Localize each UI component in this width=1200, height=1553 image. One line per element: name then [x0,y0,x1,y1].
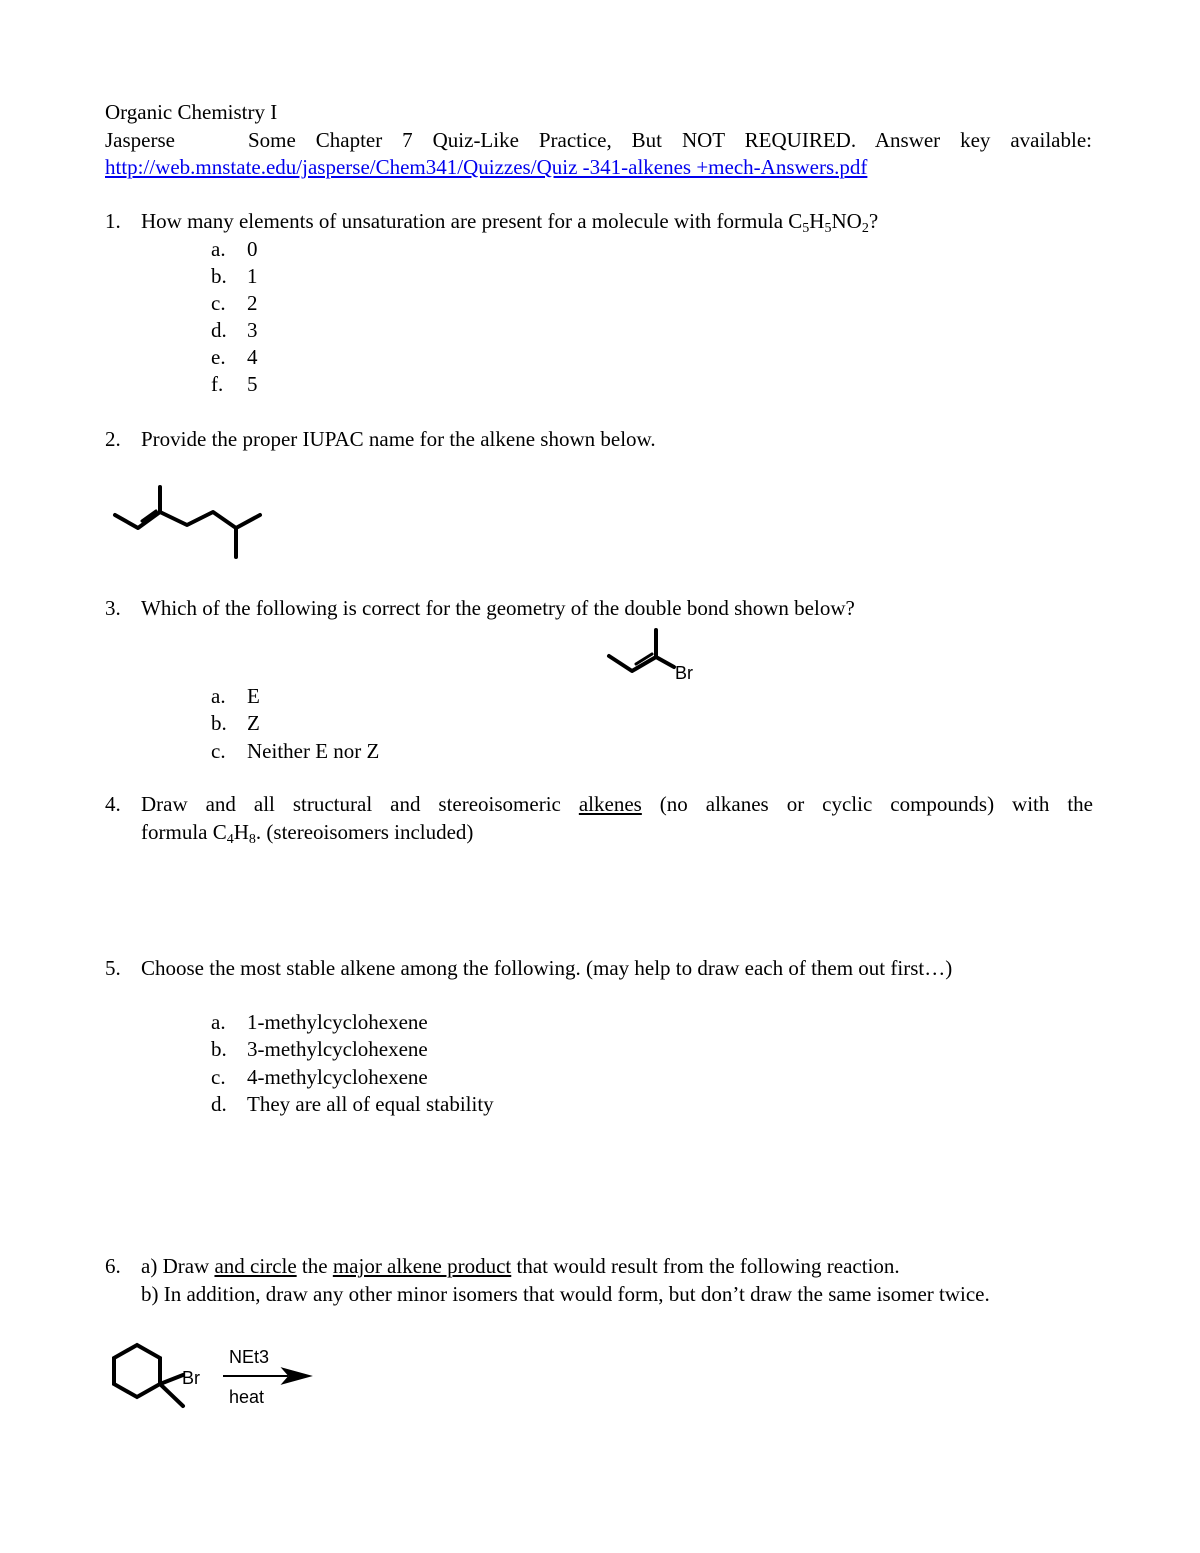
question-6-number: 6. [105,1254,121,1278]
question-3-option-c: c. Neither E nor Z [211,739,380,763]
question-1-option-d: d. 3 [211,318,258,342]
question-2-text: Provide the proper IUPAC name for the alkene shown below. [141,427,656,451]
author-name: Jasperse [105,128,175,152]
question-6-part-a: a) Draw and circle the major alkene product that would result from the following reaction. [141,1254,900,1278]
question-1-option-f: f. 5 [211,372,258,396]
question-3-option-b: b. Z [211,711,260,735]
question-3-option-a: a. E [211,684,260,708]
question-5-text: Choose the most stable alkene among the following. (may help to draw each of them out first…) [141,956,953,980]
question-1-option-a: a. 0 [211,237,258,261]
question-4-number: 4. [105,792,121,816]
question-1-text: How many elements of unsaturation are present for a molecule with formula $C_5H_5NO_2$? [141,209,879,236]
bromine-label-q3: Br [675,663,693,683]
question-4-line-1: Draw and all structural and stereoisomeric alkenes (no alkanes or cyclic compounds) with the [141,792,1093,816]
condition-label: heat [229,1387,265,1407]
question-2-number: 2. [105,427,121,451]
question-1-option-c: c. 2 [211,291,258,315]
question-5-option-b: b. 3-methylcyclohexene [211,1037,428,1061]
answer-key-link[interactable]: http://web.mnstate.edu/jasperse/Chem341/Quizzes/Quiz -341-alkenes +mech-Answers.pdf [105,155,868,179]
question-5-number: 5. [105,956,121,980]
bromine-label-q6: Br [182,1368,200,1388]
question-4-line-2: formula $C_4H_8$. (stereoisomers included) [141,820,474,847]
question-5-option-c: c. 4-methylcyclohexene [211,1065,428,1089]
question-1-option-b: b. 1 [211,264,258,288]
question-3-number: 3. [105,596,121,620]
course-title: Organic Chemistry I [105,100,278,124]
question-1-option-e: e. 4 [211,345,258,369]
question-5-option-d: d. They are all of equal stability [211,1092,494,1116]
question-3-text: Which of the following is correct for the geometry of the double bond shown below? [141,596,855,620]
header-description: Some Chapter 7 Quiz-Like Practice, But NOT REQUIRED. Answer key available: [248,128,1092,152]
question-5-option-a: a. 1-methylcyclohexene [211,1010,428,1034]
reagent-label: NEt3 [229,1347,270,1367]
question-1-number: 1. [105,209,121,233]
question-6-part-b: b) In addition, draw any other minor isomers that would form, but don’t draw the same isomer twice. [141,1282,990,1306]
